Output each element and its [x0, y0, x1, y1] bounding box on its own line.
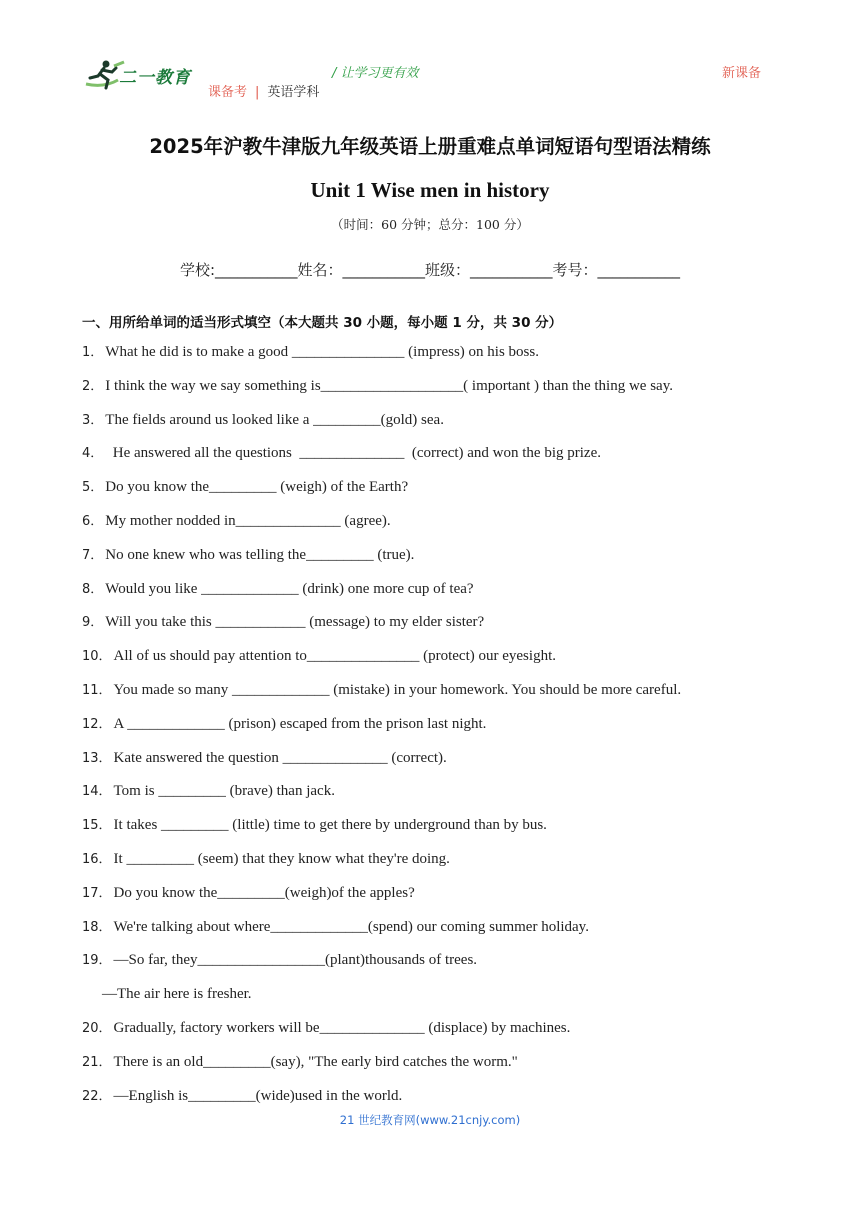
question-item: [82, 336, 802, 370]
subject-label: 英语学科: [267, 85, 320, 100]
question-text: Do you know the_________ (weigh) of the Earth?: [105, 479, 409, 496]
question-number: 8．: [82, 581, 104, 597]
question-text: Tom is _________ (brave) than jack.: [113, 783, 335, 800]
question-item: [82, 1046, 802, 1080]
question-number: 18．: [82, 919, 112, 935]
question-text: He answered all the questions ______________ (correct) and won the big prize.: [105, 445, 601, 462]
question-item: [82, 843, 802, 877]
question-number: 19．: [82, 953, 112, 969]
question-item: [82, 437, 802, 471]
question-item: [82, 911, 802, 945]
question-number: 12．: [82, 716, 112, 732]
question-number: 9．: [82, 615, 104, 631]
question-item: [82, 708, 802, 742]
question-number: 14．: [82, 784, 112, 800]
question-number: 16．: [82, 851, 112, 867]
question-text: My mother nodded in______________ (agree).: [105, 512, 391, 529]
section-heading: 一、用所给单词的适当形式填空（本大题共 30 小题，每小题 1 分，共 30 分）: [82, 315, 563, 331]
question-text: It takes _________ (little) time to get there by underground than by bus.: [113, 817, 547, 834]
page-header: [0, 0, 860, 110]
question-item: [82, 471, 802, 505]
question-number: 17．: [82, 885, 112, 901]
question-text: There is an old_________(say), "The early bird catches the worm.": [113, 1053, 518, 1070]
question-text: I think the way we say something is___________________( important ) than the thing we say.: [105, 377, 673, 394]
question-item: [82, 775, 802, 809]
question-item: [82, 505, 802, 539]
question-item: [82, 573, 802, 607]
document-title: 2025年沪教牛津版九年级英语上册重难点单词短语句型语法精练: [149, 135, 711, 158]
sub-header: [208, 81, 319, 100]
question-text: No one knew who was telling the_________ (true).: [105, 546, 415, 563]
question-text: —So far, they_________________(plant)thousands of trees.: [113, 952, 478, 969]
brand-label: 新课备: [722, 66, 762, 81]
question-text: It _________ (seem) that they know what they're doing.: [113, 850, 450, 867]
question-text: —English is_________(wide)used in the world.: [113, 1087, 403, 1104]
question-number: 10．: [82, 649, 112, 665]
question-text: Gradually, factory workers will be______________ (displace) by machines.: [113, 1019, 571, 1036]
question-number: 6．: [82, 513, 104, 529]
question-list: [82, 336, 802, 1113]
question-item: [82, 877, 802, 911]
question-text: The fields around us looked like a _________(gold) sea.: [105, 411, 444, 428]
question-text: All of us should pay attention to_______________ (protect) our eyesight.: [113, 648, 556, 665]
question-item: [82, 1012, 802, 1046]
question-item: [82, 1080, 802, 1114]
question-text: You made so many _____________ (mistake) in your homework. You should be more careful.: [113, 681, 682, 698]
page-footer[interactable]: 21 世纪教育网(www.21cnjy.com): [339, 1113, 521, 1127]
question-item: [82, 640, 802, 674]
question-text: A _____________ (prison) escaped from the prison last night.: [113, 715, 487, 732]
question-number: 20．: [82, 1020, 112, 1036]
question-number: 22．: [82, 1088, 112, 1104]
question-number: 21．: [82, 1054, 112, 1070]
question-number: 11．: [82, 682, 112, 698]
question-text: Would you like _____________ (drink) one more cup of tea?: [105, 580, 474, 597]
slogan: / 让学习更有效: [332, 66, 419, 81]
question-item: [82, 370, 802, 404]
question-number: 7．: [82, 547, 104, 563]
question-number: 5．: [82, 480, 104, 496]
question-item: [82, 674, 802, 708]
header-separator: |: [255, 85, 260, 100]
question-number: 1．: [82, 345, 104, 360]
question-number: 3．: [82, 412, 104, 428]
question-item: [82, 606, 802, 640]
category-label: 课备考: [208, 85, 248, 100]
student-info-line: 学校:___________姓名：___________班级：___________考号：___________: [179, 261, 681, 279]
logo-text: 二一教育: [119, 68, 191, 88]
question-item: [82, 809, 802, 843]
question-number: 2．: [82, 378, 104, 394]
question-number: 15．: [82, 818, 112, 834]
question-continuation: [82, 978, 802, 1012]
question-item: [82, 404, 802, 438]
question-text: Kate answered the question ______________ (correct).: [113, 749, 447, 766]
question-item: [82, 742, 802, 776]
time-info: （时间：60 分钟；总分：100 分）: [331, 217, 529, 232]
unit-title: Unit 1 Wise men in history: [310, 178, 550, 202]
question-text: What he did is to make a good _______________ (impress) on his boss.: [105, 344, 539, 360]
question-text: We're talking about where_____________(spend) our coming summer holiday.: [113, 918, 589, 935]
question-item: [82, 944, 802, 978]
question-item: [82, 539, 802, 573]
question-number: 13．: [82, 750, 112, 766]
question-text: —The air here is fresher.: [102, 986, 252, 1003]
question-text: Do you know the_________(weigh)of the apples?: [113, 884, 415, 901]
question-number: 4．: [82, 446, 104, 462]
question-text: Will you take this ____________ (message) to my elder sister?: [105, 614, 485, 631]
